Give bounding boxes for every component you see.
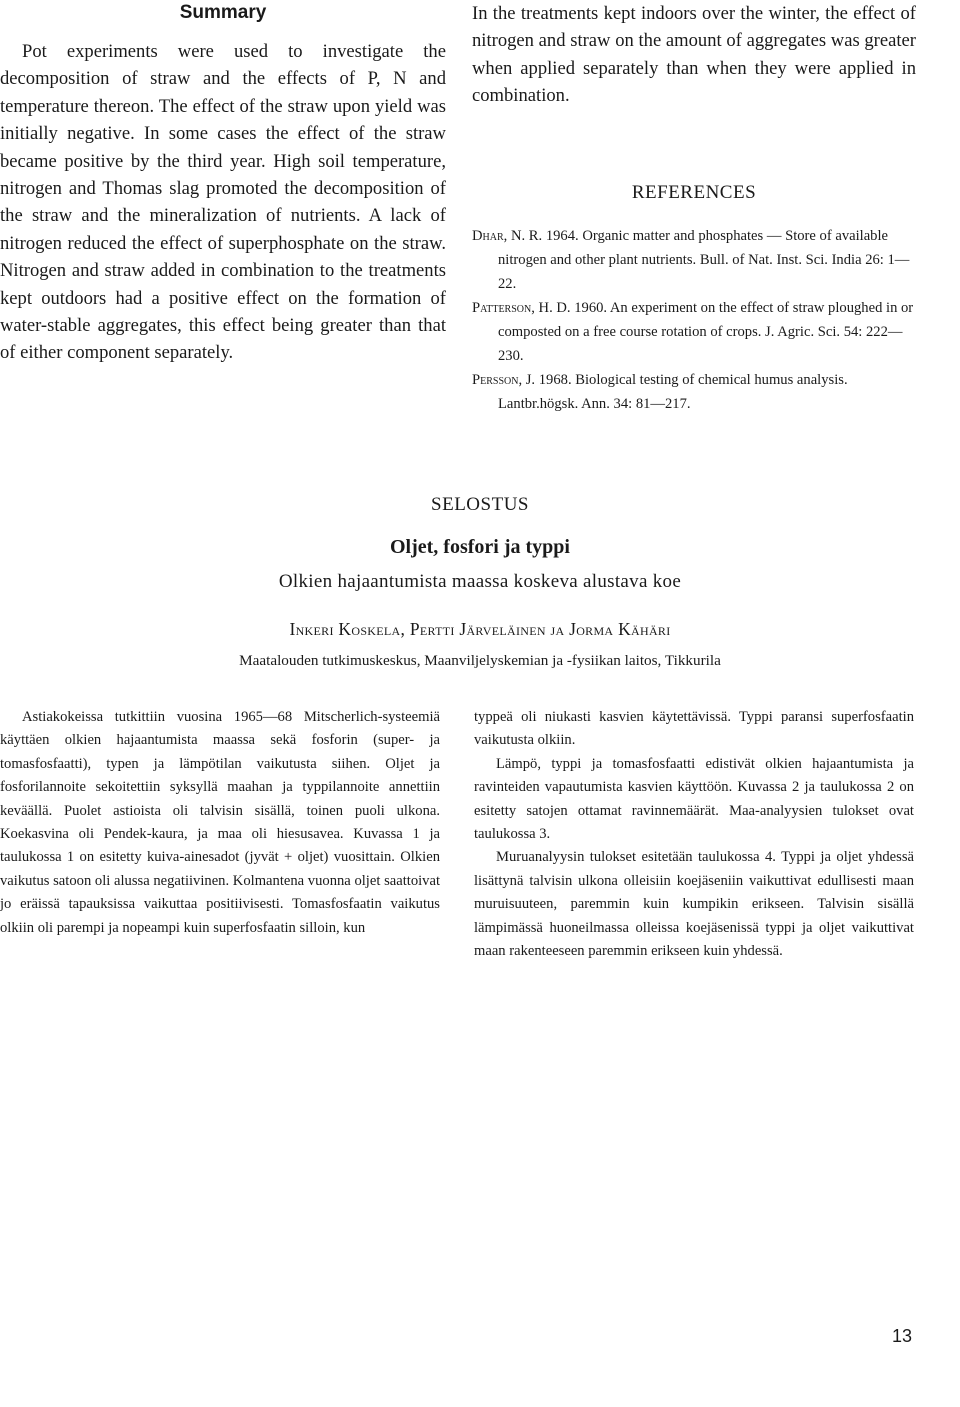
reference-item	[472, 296, 916, 368]
reference-text: 1968. Biological testing of chemical humus analysis. Lantbr.högsk. Ann. 34: 81—217.	[498, 371, 848, 412]
summary-paragraph: Pot experiments were used to investigate the decomposition of straw and the effects of P, N and temperature thereon. The effect of the straw upon yield was initially negative. In some cases the effect of the straw became positive by the third year. High soil temperature, nitrogen and Thomas slag promoted the decomposition of the straw and the mineralization of nutrients. A lack of nitrogen reduced the effect of superphosphate on the straw. Nitrogen and straw added in combination to the treatments kept outdoors had a positive effect on the formation of water-stable aggregates, this effect being greater than that of either component separately.	[0, 41, 446, 364]
reference-author: Dhar, N. R.	[472, 227, 543, 244]
reference-author: Patterson, H. D.	[472, 299, 571, 316]
reference-text: 1964. Organic matter and phosphates — Store of available nitrogen and other plant nutrients. Bull. of Nat. Inst. Sci. India 26: 1—22.	[498, 227, 910, 292]
reference-author: Persson, J.	[472, 371, 536, 388]
finnish-paragraph-1-continued: typpeä oli niukasti kasvien käytettävissä. Typpi paransi superfosfaatin vaikutusta olkiin.	[474, 709, 914, 749]
references-heading: REFERENCES	[631, 181, 757, 203]
selostus-header	[0, 494, 960, 670]
reference-item	[472, 368, 916, 416]
selostus-title: Oljet, fosfori ja typpi	[390, 536, 570, 558]
summary-column	[0, 0, 446, 367]
summary-continuation: In the treatments kept indoors over the winter, the effect of nitrogen and straw on the amount of aggregates was greater when applied separately than when they were applied in combination.	[472, 3, 916, 107]
selostus-heading: SELOSTUS	[431, 494, 529, 515]
finnish-right-column	[474, 706, 914, 963]
selostus-affiliation: Maatalouden tutkimuskeskus, Maanviljelyskemian ja -fysiikan laitos, Tikkurila	[239, 652, 721, 669]
selostus-authors: Inkeri Koskela, Pertti Järveläinen ja Jorma Kähäri	[289, 619, 671, 639]
reference-text: 1960. An experiment on the effect of straw ploughed in or composted on a free course rotation of crops. J. Agric. Sci. 54: 222—230.	[498, 299, 914, 364]
summary-heading: Summary	[179, 2, 267, 23]
references-list	[472, 224, 916, 416]
right-top-column	[472, 0, 916, 416]
finnish-paragraph-3: Muruanalyysin tulokset esitetään taulukossa 4. Typpi ja oljet yhdessä lisättynä talvisin ulkona olleisiin koejäseniin vaikuttivat edullisesti maan muruisuuteen, paremmin kuin kumpikin erikseen. Talvisin sisällä lämpimässä huoneilmassa olleissa koejäsenissä typpi ja oljet vaikuttivat maan rakenteeseen paremmin erikseen kuin yhdessä.	[474, 849, 914, 960]
finnish-paragraph-2: Lämpö, typpi ja tomasfosfaatti edistivät olkien hajaantumista ja ravinteiden vapautumista kasvien käyttöön. Kuvassa 2 ja taulukossa 2 on esitetty satojen ottamat ravinnemäärät. Maa-analyysien tulokset ovat taulukossa 3.	[474, 755, 914, 843]
finnish-paragraph-1: Astiakokeissa tutkittiin vuosina 1965—68 Mitscherlich-systeemiä käyttäen olkien hajaantumista maassa sekä fosforin (super- ja tomasfosfaatti), typen ja lämpötilan vaikutusta siihen. Oljet ja fosforilannoite sekoitettiin syksyllä maahan ja typpilannoite annettiin keväällä. Puolet astioista oli talvisin sisällä, toinen puoli ulkona. Koekasvina oli Pendek-kaura, ja maa oli hiesusavea. Kuvassa 1 ja taulukossa 1 on esitetty kuiva-ainesadot (jyvät + oljet) vuosittain. Olkien vaikutus satoon oli alussa negatiivinen. Kolmantena vuonna oljet saattoivat jo eräissä tapauksissa vaikuttaa positiivisesti. Tomasfosfaatin vaikutus olkiin oli parempi ja nopeampi kuin superfosfaatin silloin, kun	[0, 709, 440, 936]
reference-item	[472, 224, 916, 296]
finnish-left-column	[0, 706, 440, 940]
selostus-subtitle: Olkien hajaantumista maassa koskeva alustava koe	[278, 571, 682, 592]
page-number: 13	[892, 1326, 913, 1346]
